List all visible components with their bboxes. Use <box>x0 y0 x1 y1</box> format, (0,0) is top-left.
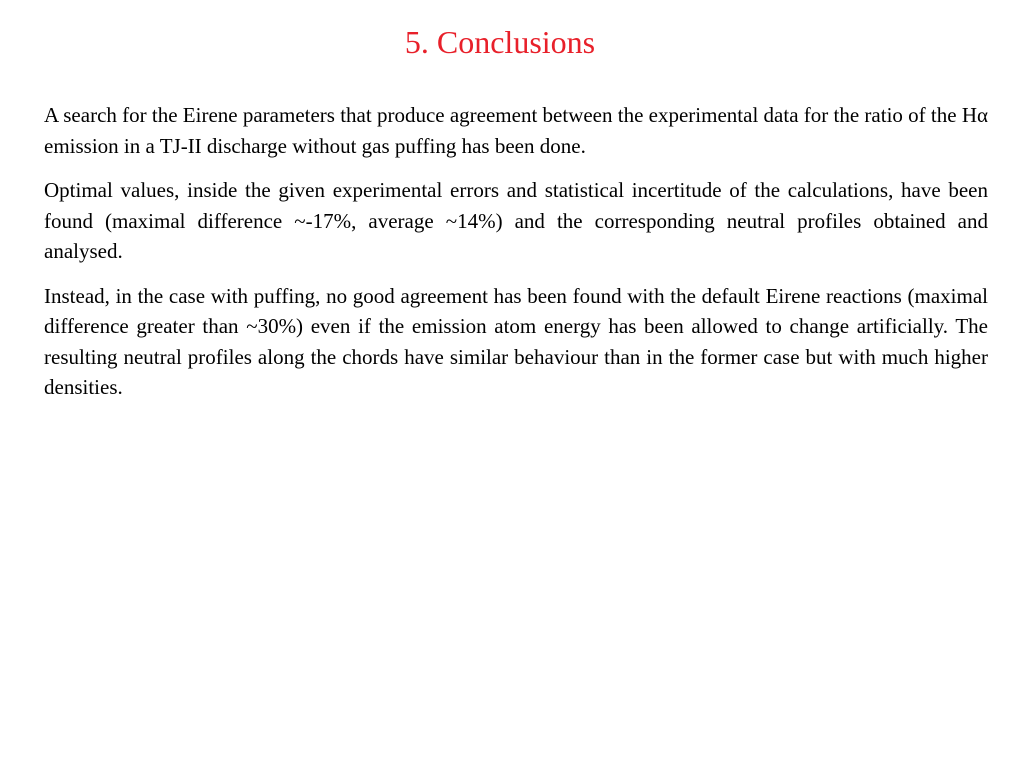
slide-body <box>44 100 988 417</box>
paragraph-2: Optimal values, inside the given experimental errors and statistical incertitude of the calculations, have been found (maximal difference ~-17%, average ~14%) and the corresponding neutral profiles obtained and analysed. <box>44 178 988 263</box>
paragraph-1-text-end: emission in a TJ-II discharge without gas puffing has been done. <box>44 133 586 158</box>
paragraph-1-text-start: A search for the Eirene parameters that produce agreement between the experimental data for the ratio of the H <box>44 103 977 127</box>
slide-title: 5. Conclusions <box>404 24 596 60</box>
paragraph-1 <box>44 100 988 161</box>
paragraph-3: Instead, in the case with puffing, no good agreement has been found with the default Eirene reactions (maximal difference greater than ~30%) even if the emission atom energy has been allowed to change artificially. The resulting neutral profiles along the chords have similar behaviour than in the former case but with much higher densities. <box>44 283 988 399</box>
h-alpha-symbol: α <box>976 103 988 127</box>
